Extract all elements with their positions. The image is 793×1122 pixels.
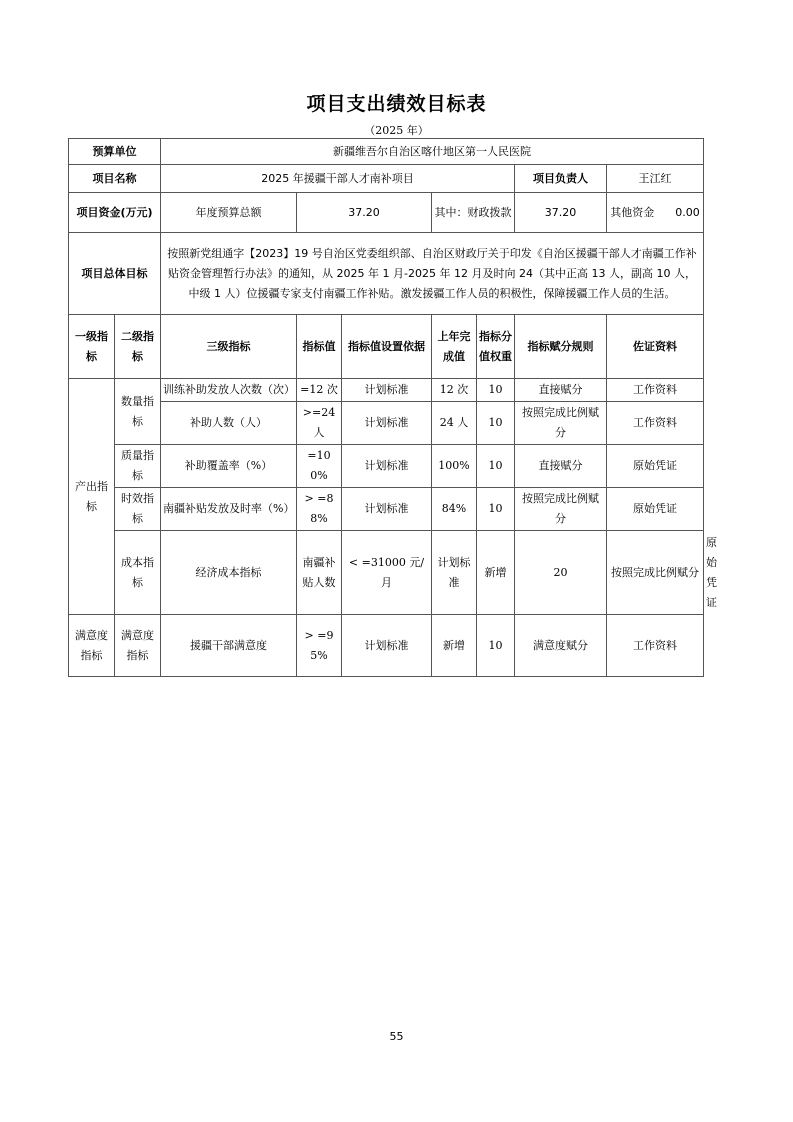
indicator-rule: 直接赋分 xyxy=(515,445,607,488)
project-name-label: 项目名称 xyxy=(69,165,161,193)
indicator-last: 24 人 xyxy=(432,402,477,445)
indicator-weight: 20 xyxy=(515,531,607,615)
table-row xyxy=(69,615,704,677)
indicator-value: > =95% xyxy=(297,615,342,677)
indicator-weight: 10 xyxy=(477,615,515,677)
group-quality: 质量指标 xyxy=(115,445,161,488)
indicator-evidence: 工作资料 xyxy=(607,379,704,402)
indicator-rule: 按照完成比例赋分 xyxy=(515,488,607,531)
indicator-evidence: 原始凭证 xyxy=(607,488,704,531)
indicator-basis: 计划标准 xyxy=(342,445,432,488)
goal-row xyxy=(69,233,704,315)
indicator-weight: 10 xyxy=(477,445,515,488)
project-name-row xyxy=(69,165,704,193)
indicator-last: 新增 xyxy=(432,615,477,677)
header-value: 指标值 xyxy=(297,315,342,379)
indicator-name: 补助覆盖率（%） xyxy=(161,445,297,488)
header-weight: 指标分值权重 xyxy=(477,315,515,379)
header-last-year: 上年完成值 xyxy=(432,315,477,379)
header-level1: 一级指标 xyxy=(69,315,115,379)
funds-row xyxy=(69,193,704,233)
indicator-evidence: 工作资料 xyxy=(607,615,704,677)
header-basis: 指标值设置依据 xyxy=(342,315,432,379)
header-row xyxy=(69,315,704,379)
indicator-last: 84% xyxy=(432,488,477,531)
indicator-rule: 按照完成比例赋分 xyxy=(515,402,607,445)
header-evidence: 佐证资料 xyxy=(607,315,704,379)
indicator-name: 训练补助发放人次数（次） xyxy=(161,379,297,402)
indicator-basis: 计划标准 xyxy=(432,531,477,615)
header-level2: 二级指标 xyxy=(115,315,161,379)
indicator-value: =100% xyxy=(297,445,342,488)
group-output: 产出指标 xyxy=(69,379,115,615)
fiscal-value: 37.20 xyxy=(515,193,607,233)
indicator-rule: 按照完成比例赋分 xyxy=(607,531,704,615)
group-satisfaction: 满意度指标 xyxy=(69,615,115,677)
page-number: 55 xyxy=(389,1030,404,1043)
header-level3: 三级指标 xyxy=(161,315,297,379)
table-row xyxy=(69,445,704,488)
page-title: 项目支出绩效目标表 xyxy=(306,93,487,115)
annual-budget-value: 37.20 xyxy=(297,193,432,233)
indicator-value: < =31000 元/月 xyxy=(342,531,432,615)
indicator-name: 援疆干部满意度 xyxy=(161,615,297,677)
indicator-basis: 计划标准 xyxy=(342,379,432,402)
indicator-weight: 10 xyxy=(477,379,515,402)
group-cost: 成本指标 xyxy=(115,531,161,615)
indicator-rule: 满意度赋分 xyxy=(515,615,607,677)
group-satisfaction-sub: 满意度指标 xyxy=(115,615,161,677)
year-label: （2025 年） xyxy=(364,124,429,137)
performance-table xyxy=(68,138,717,677)
indicator-rule: 直接赋分 xyxy=(515,379,607,402)
indicator-name: 南疆补贴发放及时率（%） xyxy=(161,488,297,531)
table-row xyxy=(69,379,704,402)
indicator-weight: 10 xyxy=(477,402,515,445)
table-row xyxy=(69,402,704,445)
indicator-last: 12 次 xyxy=(432,379,477,402)
group-quantity: 数量指标 xyxy=(115,379,161,445)
budget-unit-label: 预算单位 xyxy=(69,139,161,165)
indicator-last: 100% xyxy=(432,445,477,488)
group-economic-cost: 经济成本指标 xyxy=(161,531,297,615)
goal-text: 按照新党组通字【2023】19 号自治区党委组织部、自治区财政厅关于印发《自治区援疆干部人才南疆工作补贴资金管理暂行办法》的通知，从 2025 年 1 月-2025 年 12 月及时向 24（其中正高 13 人，副高 10 人，中级 1 人）位援疆专家支付南疆工作补贴。激发援疆工作人员的积极性，保障援疆工作人员的生活。 xyxy=(161,233,704,315)
indicator-weight: 10 xyxy=(477,488,515,531)
group-timeliness: 时效指标 xyxy=(115,488,161,531)
project-leader-value: 王江红 xyxy=(607,165,704,193)
header-rule: 指标赋分规则 xyxy=(515,315,607,379)
indicator-evidence: 工作资料 xyxy=(607,402,704,445)
indicator-basis: 计划标准 xyxy=(342,488,432,531)
other-funds-amount: 0.00 xyxy=(675,205,700,219)
indicator-value: =12 次 xyxy=(297,379,342,402)
table-row xyxy=(69,488,704,531)
indicator-name: 补助人数（人） xyxy=(161,402,297,445)
budget-unit-row xyxy=(69,139,704,165)
goal-label: 项目总体目标 xyxy=(69,233,161,315)
other-funds-label: 其他资金 xyxy=(610,205,655,219)
annual-budget-label: 年度预算总额 xyxy=(161,193,297,233)
indicator-basis: 计划标准 xyxy=(342,402,432,445)
indicator-value: >=24 人 xyxy=(297,402,342,445)
indicator-basis: 计划标准 xyxy=(342,615,432,677)
indicator-name: 南疆补贴人数 xyxy=(297,531,342,615)
other-funds-value xyxy=(607,193,704,233)
project-leader-label: 项目负责人 xyxy=(515,165,607,193)
indicator-last: 新增 xyxy=(477,531,515,615)
table-row: 成本指标 经济成本指标 南疆补贴人数 < =31000 元/月 计划标准 新增 20 按照完成比例赋分 原始凭证 xyxy=(69,531,704,615)
funds-label: 项目资金(万元) xyxy=(69,193,161,233)
project-name-value: 2025 年援疆干部人才南补项目 xyxy=(161,165,515,193)
indicator-value: > =88% xyxy=(297,488,342,531)
fiscal-label: 其中：财政拨款 xyxy=(432,193,515,233)
budget-unit-value: 新疆维吾尔自治区喀什地区第一人民医院 xyxy=(161,139,704,165)
indicator-evidence: 原始凭证 xyxy=(607,445,704,488)
